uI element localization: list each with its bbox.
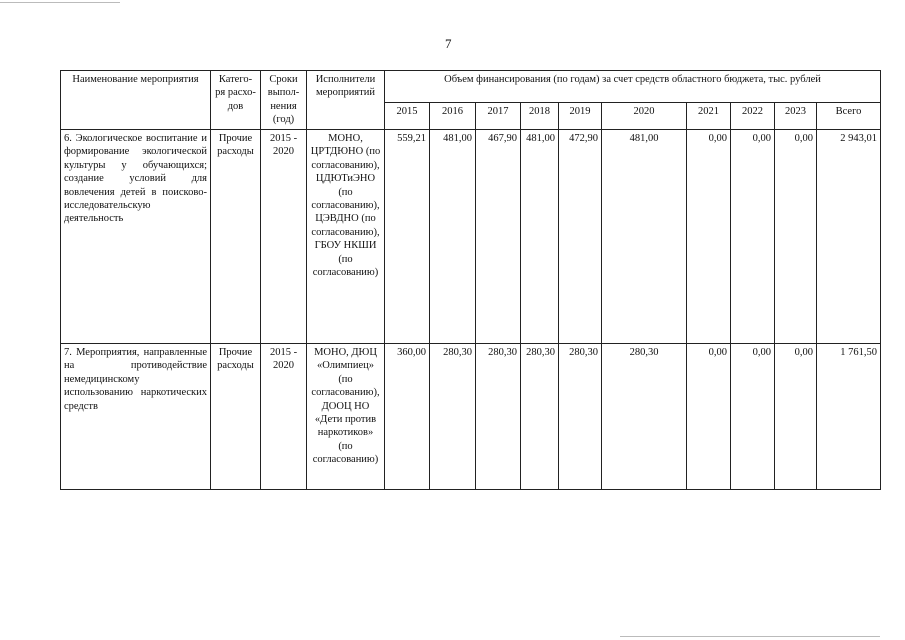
executors: МОНО, ЦРТДЮНО (по согласованию), ЦДЮТиЭНО (по согласованию), ЦЭВДНО (по согласованию), ГБОУ НКШИ (по согласованию) <box>307 129 385 343</box>
value-cell: 559,21 <box>385 129 430 343</box>
value-cell: 481,00 <box>602 129 687 343</box>
year-header: 2020 <box>602 102 687 129</box>
year-header: 2015 <box>385 102 430 129</box>
page-number: 7 <box>445 36 452 51</box>
value-cell: 360,00 <box>385 343 430 489</box>
value-cell: 0,00 <box>687 129 731 343</box>
activity-name: 6. Экологическое воспитание и формирование экологической культуры у обучающихся; создание условий для вовлечения детей в поисково-исследовательскую деятельность <box>61 129 211 343</box>
value-cell: 280,30 <box>559 343 602 489</box>
col-header-category: Катего-ря расхо-дов <box>211 71 261 130</box>
value-cell: 481,00 <box>521 129 559 343</box>
table-row <box>61 343 881 489</box>
value-cell: 481,00 <box>430 129 476 343</box>
value-cell: 0,00 <box>687 343 731 489</box>
value-cell: 0,00 <box>731 129 775 343</box>
funding-table <box>60 70 881 490</box>
col-header-executors: Исполнители мероприятий <box>307 71 385 130</box>
expense-category: Прочие расходы <box>211 343 261 489</box>
year-header: 2019 <box>559 102 602 129</box>
col-header-period: Сроки выпол-нения (год) <box>261 71 307 130</box>
value-cell: 280,30 <box>602 343 687 489</box>
value-cell: 0,00 <box>775 343 817 489</box>
table-row <box>61 129 881 343</box>
total-cell: 2 943,01 <box>817 129 881 343</box>
execution-period: 2015 - 2020 <box>261 343 307 489</box>
executors: МОНО, ДЮЦ «Олимпиец» (по согласованию), ДООЦ НО «Дети против наркотиков» (по согласованию) <box>307 343 385 489</box>
execution-period: 2015 - 2020 <box>261 129 307 343</box>
col-header-funding: Объем финансирования (по годам) за счет средств областного бюджета, тыс. рублей <box>385 71 881 103</box>
col-header-name: Наименование мероприятия <box>61 71 211 130</box>
value-cell: 467,90 <box>476 129 521 343</box>
value-cell: 0,00 <box>775 129 817 343</box>
year-header: 2023 <box>775 102 817 129</box>
value-cell: 0,00 <box>731 343 775 489</box>
value-cell: 280,30 <box>521 343 559 489</box>
header-row-top <box>61 71 881 103</box>
total-header: Всего <box>817 102 881 129</box>
total-cell: 1 761,50 <box>817 343 881 489</box>
value-cell: 280,30 <box>476 343 521 489</box>
value-cell: 280,30 <box>430 343 476 489</box>
value-cell: 472,90 <box>559 129 602 343</box>
year-header: 2016 <box>430 102 476 129</box>
expense-category: Прочие расходы <box>211 129 261 343</box>
year-header: 2021 <box>687 102 731 129</box>
year-header: 2022 <box>731 102 775 129</box>
year-header: 2018 <box>521 102 559 129</box>
year-header: 2017 <box>476 102 521 129</box>
activity-name: 7. Мероприятия, направленные на противодействие немедицинскому использованию наркотических средств <box>61 343 211 489</box>
